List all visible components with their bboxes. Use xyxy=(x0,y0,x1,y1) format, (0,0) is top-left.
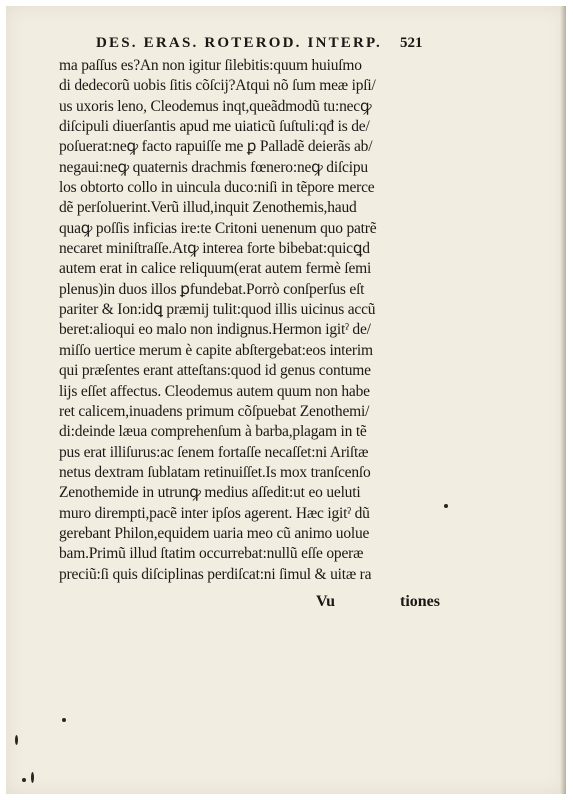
text-line: los obtorto collo in uincula duco:niſi in tẽpore merce xyxy=(59,179,375,197)
text-line: lijs eſſet affectus. Cleodemus autem quum non habe xyxy=(59,382,370,400)
text-line: diſcipuli diuerſantis apud me uiaticũ ſuſtuli:qđ is de/ xyxy=(59,118,370,136)
text-line: ma paſſus es?An non igitur ſilebitis:quum huiuſmo xyxy=(59,57,362,74)
page-edge-shadow xyxy=(560,6,566,794)
text-line: necaret miniſtraſſe.Atꝙ interea forte bibebat:quicꝗd xyxy=(59,240,370,258)
text-line: quaꝙ poſſis inficias ire:te Critoni uenenum quo patrẽ xyxy=(59,219,377,237)
body-text xyxy=(59,56,439,585)
ink-speck xyxy=(444,504,448,508)
text-line: di dedecorũ uobis ſitis cõſcij?Atqui nõ ſum meæ ipſi/ xyxy=(59,77,376,95)
text-line: plenus)in duos illos ꝑfundebat.Porrò conſperſus eſt xyxy=(59,280,365,298)
text-line: netus dextram ſublatam retinuiſſet.Is mox tranſcenſo xyxy=(59,463,371,481)
ink-speck xyxy=(15,735,18,745)
text-line: us uxoris leno, Cleodemus inqt,queãdmodũ tu:necꝙ xyxy=(59,97,372,115)
catchword: tiones xyxy=(400,593,440,610)
text-line: di:deinde læua comprehenſum à barba,plagam in tẽ xyxy=(59,423,367,441)
running-head-title: DES. ERAS. ROTEROD. INTERP. xyxy=(96,35,382,51)
text-line: miſſo uertice merum è capite abſtergebat:eos interim xyxy=(59,341,373,359)
signature-mark: Vu xyxy=(316,593,335,610)
text-line: poſuerat:neꝙ facto rapuiſſe me ꝑ Palladẽ deierãs ab/ xyxy=(59,138,373,156)
text-line: ret calicem,inuadens primum cõſpuebat Zenothemi/ xyxy=(59,402,370,420)
text-line: Zenothemide in utrunꝙ medius aſſedit:ut eo ueluti xyxy=(59,484,361,502)
text-line: qui præſentes erant atteſtans:quod id genus contume xyxy=(59,362,371,380)
text-line: autem erat in calice reliquum(erat autem fermè ſemi xyxy=(59,260,372,278)
page-number: 521 xyxy=(400,35,423,51)
ink-speck xyxy=(22,778,26,782)
text-line: muro dirempti,pacẽ inter ipſos agerent. Hæc igitˀ dũ xyxy=(59,504,370,522)
text-line: pus erat illiſurus:ac ſenem fortaſſe necaſſet:ni Ariſtæ xyxy=(59,443,369,461)
text-line: pariter & Ion:idꝗ præmij tulit:quod illis uicinus accũ xyxy=(59,301,376,319)
ink-speck xyxy=(62,718,66,722)
text-line: dẽ perſoluerint.Verũ illud,inquit Zenothemis,haud xyxy=(59,199,357,217)
text-line: gerebant Philon,equidem uaria meo cũ animo uolue xyxy=(59,524,370,542)
text-line: negaui:neꝙ quaternis drachmis fœnero:neꝙ diſcipu xyxy=(59,158,368,176)
running-head xyxy=(0,0,573,60)
text-line: beret:alioqui eo malo non indignus.Hermon igitˀ de/ xyxy=(59,321,371,339)
ink-speck xyxy=(31,772,34,783)
text-line: preciũ:ſi quis diſciplinas perdiſcat:ni ſimul & uitæ ra xyxy=(59,565,372,583)
text-line: bam.Primũ illud ſtatim occurrebat:nullũ eſſe operæ xyxy=(59,545,364,563)
